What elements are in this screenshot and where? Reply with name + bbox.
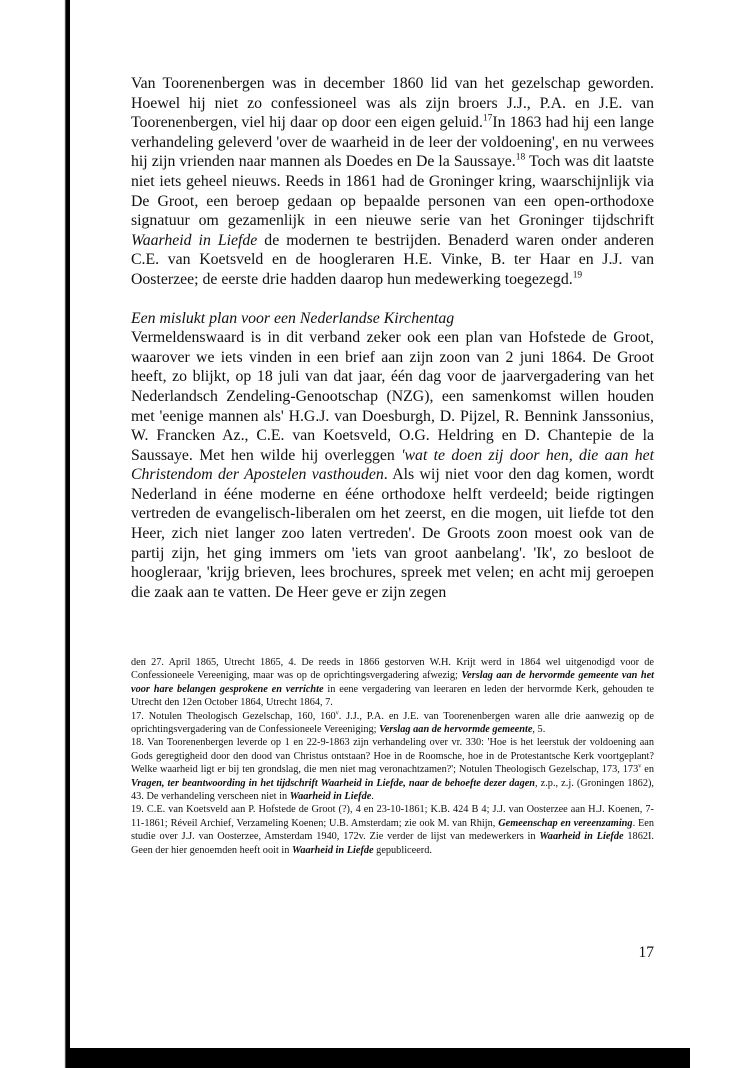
footnote-continued: den 27. April 1865, Utrecht 1865, 4. De reeds in 1866 gestorven W.H. Krijt werd in 1864 wel uitgenodigd voor de Confessioneele Vereeniging, maar was op de oprichtingsvergadering afwezig; Verslag aan de hervormde gemeente van het voor hare belangen gesprokene en verrichte in eene vergadering van leeraren en leden der hervormde Kerk, gehouden te Utrecht den 12en October 1864, Utrecht 1864, 7. xyxy=(131,657,654,709)
main-text xyxy=(131,74,654,602)
footnote-17: 17. Notulen Theologisch Gezelschap, 160, 160$^v$. J.J., P.A. en J.E. van Toorenenbergen waren alle drie aanwezig op de oprichtingsvergadering van de Confessioneele Vereeniging; Verslag aan de hervormde gemeente, 5. xyxy=(131,709,654,736)
footnote-ref-19: 19 xyxy=(572,270,583,281)
journal-title: Waarheid in Liefde xyxy=(131,231,258,249)
paragraph-2: Vermeldenswaard is in dit verband zeker ook een plan van Hofstede de Groot, waarover we iets vinden in een brief aan zijn zoon van 2 juni 1864. De Groot heeft, zo blijkt, op 18 juli van dat jaar, één dag voor de jaarvergadering van het Nederlandsch Zendeling-Genootschap (NZG), een samenkomst willen houden met 'eenige mannen als' H.G.J. van Doesburgh, D. Pijzel, R. Bennink Janssonius, W. Francken Az., C.E. van Koetsveld, O.G. Heldring en D. Chantepie de la Saussaye. Met hen wilde hij overleggen 'wat te doen zij door hen, die aan het Christendom der Apostelen vasthouden. Als wij niet voor den dag komen, wordt Nederland in ééne moderne en ééne orthodoxe helft verdeeld; beide rigtingen vertreden de evangelisch-liberalen om het zeerst, en die mogen, uit liefde tot den Heer, zich niet langer zoo laten vertreden'. De Groots zoon moest ook van de partij zijn, het ging immers om 'iets van groot aanbelang'. 'Ik', zo besloot de hoogleraar, 'krijg brieven, lees brochures, spreek met velen; en acht mij geroepen die zaak aan te vatten. De Heer geve er zijn zegen xyxy=(131,329,654,601)
scan-border-bottom xyxy=(66,1048,690,1068)
footnote-ref-18: 18 xyxy=(515,153,526,164)
page-number: 17 xyxy=(638,944,654,961)
footnotes xyxy=(131,656,654,857)
paragraph-1: Van Toorenenbergen was in december 1860 lid van het gezelschap geworden. Hoewel hij niet zo confessioneel was als zijn broers J.J., P.A. en J.E. van Toorenenbergen, viel hij daar op door een eigen geluid.$^{17}$In 1863 had hij een lange verhandeling geleverd 'over de waarheid in de leer der voldoening', en nu verwees hij zijn vrienden naar mannen als Doedes en De la Saussaye.$^{18}$ Toch was dit laatste niet iets geheel nieuws. Reeds in 1861 had de Groninger kring, waarschijnlijk via De Groot, een beroep gedaan op bepaalde personen van een open-orthodoxe signatuur om gezamenlijk in een nieuwe serie van het Groninger tijdschrift Waarheid in Liefde de modernen te bestrijden. Benaderd waren onder anderen C.E. van Koetsveld en de hoogleraren H.E. Vinke, B. ter Haar en J.J. van Oosterzee; de eerste drie hadden daarop hun medewerking toegezegd.$^{19}$ xyxy=(131,75,654,288)
footnote-19: 19. C.E. van Koetsveld aan P. Hofstede de Groot (?), 4 en 23-10-1861; K.B. 424 B 4; J.J. van Oosterzee aan H.J. Koenen, 7-11-1861; Réveil Archief, Verzameling Koenen; U.B. Amsterdam; zie ook M. van Rhijn, Gemeenschap en vereenzaming. Een studie over J.J. van Oosterzee, Amsterdam 1940, 172v. Zie verder de lijst van medewerkers in Waarheid in Liefde 1862I. Geen der hier genoemden heeft ooit in Waarheid in Liefde gepubliceerd. xyxy=(131,804,655,856)
footnote-18: 18. Van Toorenenbergen leverde op 1 en 22-9-1863 zijn verhandeling over vr. 330: 'Hoe is het leerstuk der voldoening aan Gods geregtigheid door den dood van Christus ontstaan? Hoe in de Roomsche, hoe in de Protestantsche Kerk voortgeplant? Welke waarheid ligt er bij ten grondslag, die men niet mag veronachtzamen?'; Notulen Theologisch Gezelschap, 173, 173$^v$ en Vragen, ter beantwoording in het tijdschrift Waarheid in Liefde, naar de behoefte dezer dagen, z.p., z.j. (Groningen 1862), 43. De verhandeling verscheen niet in Waarheid in Liefde. xyxy=(131,737,654,803)
section-heading: Een mislukt plan voor een Nederlandse Kirchentag xyxy=(131,309,455,327)
quote: 'wat te doen zij door hen, die aan het Christendom der Apostelen vasthouden xyxy=(131,446,654,484)
footnote-ref-17: 17 xyxy=(482,113,493,124)
scan-border-left xyxy=(0,0,70,1068)
